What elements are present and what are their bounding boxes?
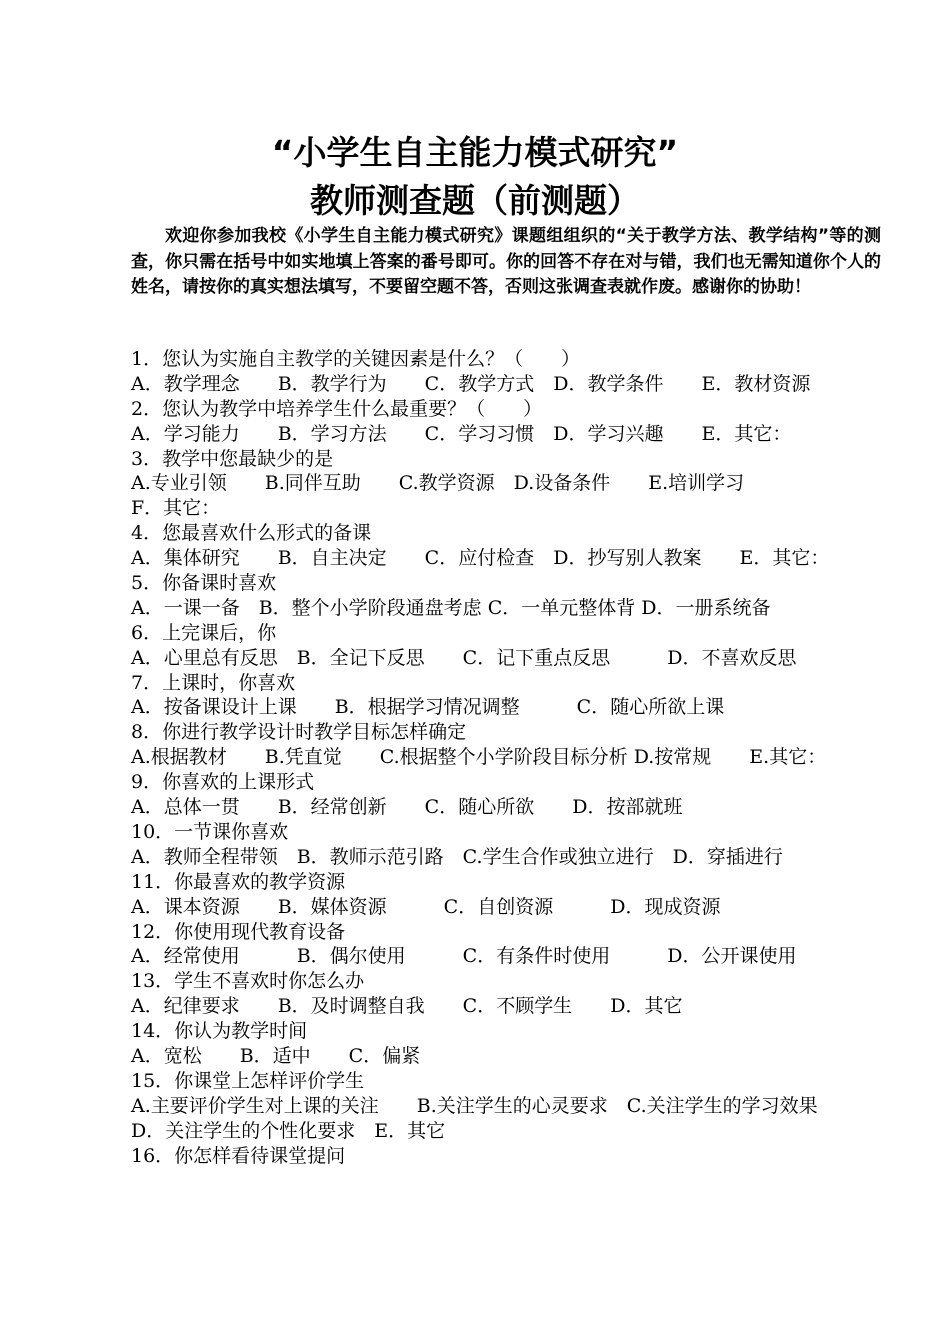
question-14: 14．你认为教学时间 <box>131 1020 308 1043</box>
question-15-options: A.主要评价学生对上课的关注 B.关注学生的心灵要求 C.关注学生的学习效果 D．关注学生的个性化要求 E．其它 <box>131 1094 894 1142</box>
intro-paragraph: 欢迎你参加我校《小学生自主能力模式研究》课题组组织的“关于教学方法、教学结构”等的测查，你只需在括号中如实地填上答案的番号即可。你的回答不存在对与错，我们也无需知道你个人的姓名，请按你的真实想法填写，不要留空题不答，否则这张调查表就作废。感谢你的协助！ <box>131 226 881 297</box>
question-2-options: A．学习能力 B．学习方法 C．学习习惯 D．学习兴趣 E．其它： <box>131 422 792 445</box>
question-3-options-extra: F．其它： <box>131 497 221 520</box>
question-1: 1．您认为实施自主教学的关键因素是什么？（ ） <box>131 348 581 370</box>
question-9: 9．你喜欢的上课形式 <box>131 771 315 794</box>
question-13-options: A．纪律要求 B．及时调整自我 C．不顾学生 D．其它 <box>131 995 683 1018</box>
question-1-options: A．教学理念 B．教学行为 C．教学方式 D．教学条件 E．教材资源 <box>131 372 811 395</box>
title-line-2: 教师测查题（前测题） <box>310 181 640 220</box>
question-3: 3．教学中您最缺少的是 <box>131 447 334 470</box>
question-14-options: A．宽松 B．适中 C．偏紧 <box>131 1044 421 1067</box>
question-7: 7．上课时，你喜欢 <box>131 671 296 694</box>
question-11: 11．你最喜欢的教学资源 <box>131 870 346 893</box>
question-8: 8．你进行教学设计时教学目标怎样确定 <box>131 721 467 744</box>
question-4-options: A．集体研究 B．自主决定 C．应付检查 D．抄写别人教案 E．其它： <box>131 547 830 570</box>
question-12-options: A．经常使用 B．偶尔使用 C．有条件时使用 D．公开课使用 <box>131 945 797 968</box>
question-6-options: A．心里总有反思 B．全记下反思 C．记下重点反思 D．不喜欢反思 <box>131 646 797 669</box>
question-2: 2．您认为教学中培养学生什么最重要？（ ） <box>131 397 543 420</box>
question-13: 13．学生不喜欢时你怎么办 <box>131 970 365 993</box>
question-10: 10．一节课你喜欢 <box>131 820 289 843</box>
question-15: 15．你课堂上怎样评价学生 <box>131 1069 365 1092</box>
question-5: 5．你备课时喜欢 <box>131 572 277 595</box>
question-16: 16．你怎样看待课堂提问 <box>131 1144 346 1167</box>
question-list <box>131 347 894 1168</box>
question-5-options: A．一课一备 B．整个小学阶段通盘考虑 C．一单元整体背 D．一册系统备 <box>131 596 771 619</box>
question-6: 6．上完课后，你 <box>131 621 277 644</box>
question-12: 12．你使用现代教育设备 <box>131 920 346 943</box>
question-7-options: A．按备课设计上课 B．根据学习情况调整 C．随心所欲上课 <box>131 696 725 719</box>
question-3-options: A.专业引领 B.同伴互助 C.教学资源 D.设备条件 E.培训学习 <box>131 472 745 495</box>
question-9-options: A．总体一贯 B．经常创新 C．随心所欲 D．按部就班 <box>131 796 683 819</box>
title-line-1: “小学生自主能力模式研究” <box>271 133 679 172</box>
question-11-options: A．课本资源 B．媒体资源 C．自创资源 D．现成资源 <box>131 895 721 918</box>
question-8-options: A.根据教材 B.凭直觉 C.根据整个小学阶段目标分析 D.按常规 E.其它： <box>131 746 827 769</box>
question-4: 4．您最喜欢什么形式的备课 <box>131 522 372 545</box>
question-10-options: A．教师全程带领 B．教师示范引路 C.学生合作或独立进行 D．穿插进行 <box>131 845 783 868</box>
